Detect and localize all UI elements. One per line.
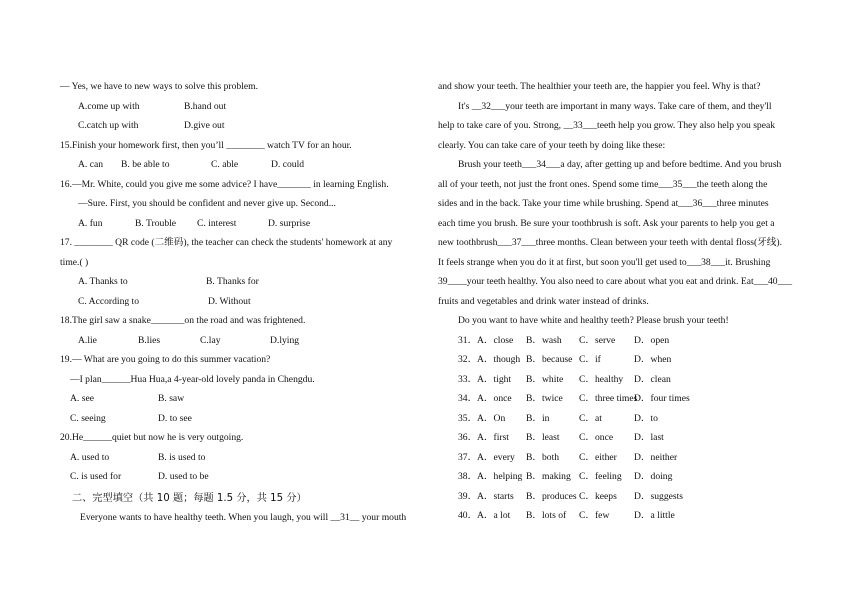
cloze-option-row <box>438 428 810 448</box>
option-c: C．keeps <box>579 490 617 502</box>
option-d: D. surprise <box>268 217 311 229</box>
right-column <box>438 77 810 526</box>
option-b: B. Thanks for <box>206 276 259 287</box>
option-b: B.hand out <box>184 100 227 112</box>
question-line <box>60 428 425 448</box>
question-number: 39． <box>458 490 478 502</box>
question-text: 17. ________ QR code (二维码), the teacher can check the students' homework at any <box>60 237 393 248</box>
option-b: D. to see <box>158 412 192 424</box>
option-b: B．wash <box>526 334 562 346</box>
option-a: A. used to <box>70 451 110 463</box>
option-d: D．open <box>634 334 670 346</box>
option-b: D.give out <box>184 120 225 131</box>
option-c: C．if <box>579 354 601 365</box>
question-text: 16.—Mr. White, could you give me some advice? I have_______ in learning English. <box>60 178 389 190</box>
question-line <box>60 467 425 487</box>
passage-line: It feels strange when you do it at first, but soon you'll get used to___38___it. Brushing <box>438 256 771 268</box>
option-a: A.lie <box>78 334 97 346</box>
question-text: — Yes, we have to new ways to solve this problem. <box>60 81 258 92</box>
question-text: —Sure. First, you should be confident and never give up. Second... <box>78 198 336 209</box>
option-d: D．last <box>634 432 664 443</box>
option-a: A．first <box>477 432 509 443</box>
option-b: B. saw <box>158 393 185 404</box>
option-b: B．lots of <box>526 510 567 521</box>
question-line <box>60 155 425 175</box>
option-a: A．once <box>477 393 512 404</box>
passage-line: and show your teeth. The healthier your teeth are, the happier you feel. Why is that? <box>438 81 761 92</box>
option-b: B．both <box>526 451 560 463</box>
question-number: 38． <box>458 471 478 482</box>
option-d: D．doing <box>634 471 673 482</box>
question-line <box>60 350 425 370</box>
option-b: B．making <box>526 471 571 482</box>
question-line <box>60 331 425 351</box>
option-a: A.come up with <box>78 100 140 112</box>
option-d: D. could <box>271 159 305 170</box>
option-d: D．a little <box>634 510 675 521</box>
option-a: A．a lot <box>477 510 511 521</box>
option-a: A．every <box>477 451 515 463</box>
option-c: C．once <box>579 432 614 443</box>
question-number: 37． <box>458 451 478 463</box>
option-d: D．neither <box>634 451 678 463</box>
cloze-option-row <box>438 389 810 409</box>
question-line <box>60 214 425 234</box>
passage-line: help to take care of you. Strong, __33___teeth help you grow. They also help you speak <box>438 120 776 131</box>
question-line <box>60 253 425 273</box>
cloze-option-row <box>438 448 810 468</box>
option-a: A．On <box>477 412 506 424</box>
question-number: 35． <box>458 412 478 424</box>
option-c: C．healthy <box>579 373 624 385</box>
question-line <box>60 409 425 429</box>
left-column <box>60 77 425 528</box>
option-b: B．in <box>526 412 550 424</box>
passage-line: Brush your teeth___34___a day, after getting up and before bedtime. And you brush <box>458 159 782 170</box>
cloze-option-row <box>438 409 810 429</box>
question-number: 32． <box>458 354 478 365</box>
option-b: B．twice <box>526 393 563 404</box>
question-line <box>60 175 425 195</box>
section-title: 二、完型填空（共 10 题；每题 1.5 分，共 15 分） <box>72 492 307 504</box>
option-c: C．at <box>579 412 602 424</box>
option-a: A. fun <box>78 217 103 229</box>
cloze-option-row <box>438 370 810 390</box>
option-c: C．either <box>579 451 617 463</box>
cloze-option-row <box>438 467 810 487</box>
question-line <box>60 370 425 390</box>
question-number: 34． <box>458 393 478 404</box>
question-number: 40． <box>458 510 478 521</box>
option-b: B．because <box>526 354 573 365</box>
option-b: B．least <box>526 432 560 443</box>
passage-line: 39____your teeth healthy. You also need to care about what you eat and drink. Eat___40___ <box>438 276 792 287</box>
option-a: A. Thanks to <box>78 276 128 287</box>
question-line <box>60 97 425 117</box>
option-d: D．to <box>634 412 658 424</box>
question-line <box>60 136 425 156</box>
question-line <box>60 233 425 253</box>
option-b: D. Without <box>208 295 251 307</box>
question-number: 36． <box>458 432 478 443</box>
passage-line: each time you brush. Be sure your toothbrush is soft. Ask your parents to help you get a <box>438 217 775 229</box>
question-line <box>60 389 425 409</box>
option-a: A．tight <box>477 373 512 385</box>
option-b: B．produces <box>526 490 577 502</box>
option-d: D．when <box>634 354 672 365</box>
option-b: B．white <box>526 373 564 385</box>
option-b: B. be able to <box>121 159 170 170</box>
question-text: time.( ) <box>60 256 89 268</box>
cloze-option-row <box>438 487 810 507</box>
passage-line: Everyone wants to have healthy teeth. When you laugh, you will __31__ your mouth <box>80 512 407 523</box>
option-a: C. According to <box>78 295 140 307</box>
option-b: D. used to be <box>158 471 209 482</box>
question-text: —I plan______Hua Hua,a 4-year-old lovely panda in Chengdu. <box>70 373 315 385</box>
option-d: D.lying <box>270 334 300 346</box>
question-number: 31． <box>458 334 478 346</box>
option-a: A．starts <box>477 490 514 502</box>
question-line <box>60 311 425 331</box>
option-b: B.lies <box>138 334 161 346</box>
question-line <box>60 77 425 97</box>
passage-line: Do you want to have white and healthy teeth? Please brush your teeth! <box>458 315 729 326</box>
question-text: 20.He______quiet but now he is very outgoing. <box>60 432 244 443</box>
cloze-option-row <box>438 350 810 370</box>
option-a: C. seeing <box>70 412 106 424</box>
option-a: A．close <box>477 334 514 346</box>
option-c: C．three times <box>579 393 638 404</box>
option-c: C. interest <box>197 217 237 229</box>
question-line <box>60 194 425 214</box>
cloze-option-row <box>438 506 810 526</box>
question-text: 19.— What are you going to do this summer vacation? <box>60 354 271 365</box>
passage-line: sides and in the back. Take your time while brushing. Spend at___36___three minutes <box>438 198 769 209</box>
option-c: C．feeling <box>579 471 622 482</box>
option-a: A. can <box>78 159 104 170</box>
option-a: A．helping <box>477 471 523 482</box>
question-line <box>60 292 425 312</box>
question-text: 15.Finish your homework first, then you’ll ________ watch TV for an hour. <box>60 139 352 151</box>
cloze-option-row <box>438 331 810 351</box>
option-a: A. see <box>70 393 94 404</box>
question-text: 18.The girl saw a snake_______on the road and was frightened. <box>60 315 306 326</box>
option-c: C．few <box>579 510 610 521</box>
passage-line: all of your teeth, not just the front ones. Spend some time___35___the teeth along the <box>438 178 768 190</box>
option-d: D．suggests <box>634 490 684 502</box>
passage-line: fruits and vegetables and drink water instead of drinks. <box>438 295 649 307</box>
option-b: B. is used to <box>158 451 206 463</box>
passage-line: new toothbrush___37___three months. Clean between your teeth with dental floss(牙线). <box>438 237 782 248</box>
option-d: D．four times <box>634 393 690 404</box>
passage-line: It's __32___your teeth are important in many ways. Take care of them, and they'll <box>458 100 772 112</box>
question-line <box>60 448 425 468</box>
option-b: B. Trouble <box>135 217 177 229</box>
passage-line: clearly. You can take care of your teeth by doing like these: <box>438 139 666 151</box>
option-c: C.lay <box>200 334 221 346</box>
question-number: 33． <box>458 373 478 385</box>
question-line <box>60 116 425 136</box>
option-a: C. is used for <box>70 471 122 482</box>
question-line <box>60 272 425 292</box>
option-c: C. able <box>211 159 239 170</box>
option-a: C.catch up with <box>78 120 139 131</box>
option-c: C．serve <box>579 334 616 346</box>
option-a: A．though <box>477 354 521 365</box>
option-d: D．clean <box>634 373 671 385</box>
